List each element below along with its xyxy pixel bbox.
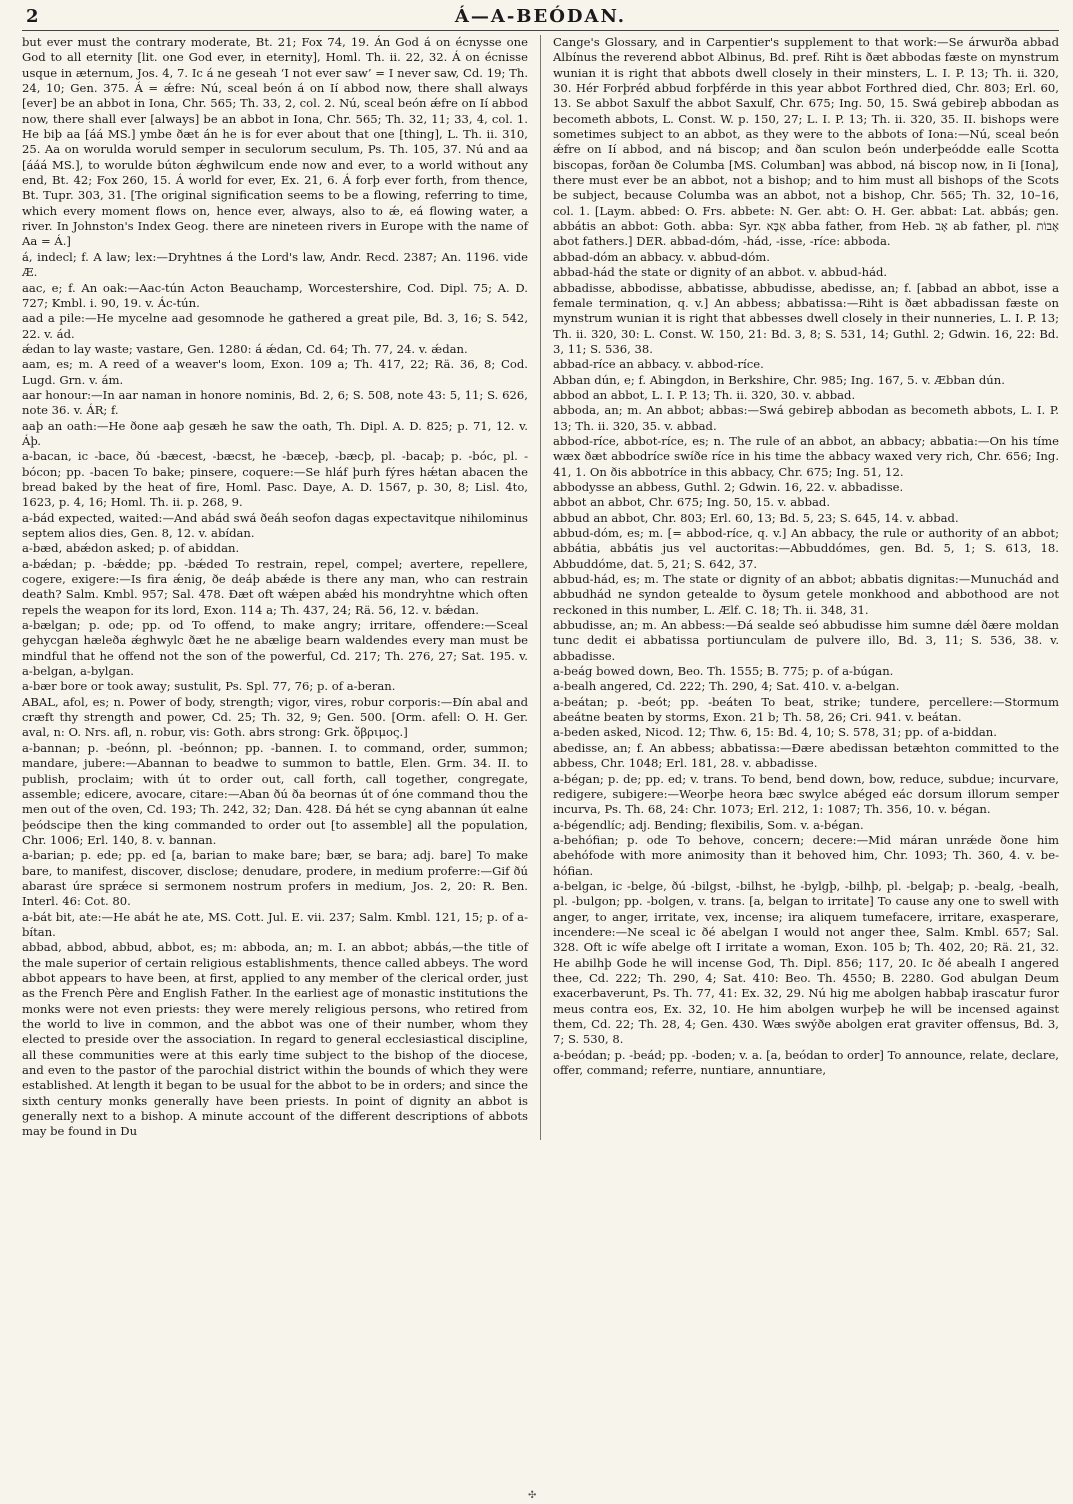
dictionary-entry: aam, es; m. A reed of a weaver's loom, Exon. 109 a; Th. 417, 22; Rä. 36, 8; Cod. Lugd. Grn. v. ám. — [22, 357, 528, 387]
dictionary-entry: abbad-ríce an abbacy. v. abbod-ríce. — [553, 357, 764, 372]
dictionary-entry: abbad-dóm an abbacy. v. abbud-dóm. — [553, 249, 770, 264]
dictionary-entry: a-bannan; p. -beónn, pl. -beónnon; pp. -bannen. I. to command, order, summon; mandare, jubere:—Abannan to beadwe to summon to battle, Elen. Grm. 34. II. to publish, proclaim; with út to order out, call forth, call together, congregate, assemble; edicere, avocare, citare:—Aban ðú ða beornas út of óne command thou the men out of the oven, Cd. 193; Th. 242, 32; Dan. 428. Ðá hét se cyng abannan út ealne þeódscipe then the king commanded to order out [to assemble] all the population, Chr. 1006; Erl. 140, 8. v. bannan. — [22, 740, 528, 847]
dictionary-entry: abbudisse, an; m. An abbess:—Ðá sealde seó abbudisse him sumne dǽl ðære moldan tunc dedit ei abbatissa portiunculam de pulvere illo, Bd. 3, 11; S. 536, 38. v. abbadisse. — [553, 618, 1059, 663]
columns — [22, 35, 1059, 1140]
dictionary-entry: abbad, abbod, abbud, abbot, es; m: abboda, an; m. I. an abbot; abbás,—the title of the male superior of certain religious establishments, thence called abbeys. The word abbot appears to have been, at first, applied to any member of the clerical order, just as the French Père and English Father. In the earliest age of monastic institutions the monks were not even priests: they were merely religious persons, who retired from the world to live in common, and the abbot was one of their number, whom they elected to preside over the association. In regard to general ecclesiastical discipline, all these communities were at this early time subject to the bishop of the diocese, and even to the pastor of the parochial district within the bounds of which they were established. At length it began to be usual for the abbot to be in orders; and since the sixth century monks generally have been priests. In point of dignity an abbot is generally next to a bishop. A minute account of the different descriptions of abbots may be found in Du — [22, 940, 528, 1139]
dictionary-entry: abbadisse, abbodisse, abbatisse, abbudisse, abedisse, an; f. [abbad an abbot, isse a female termination, q. v.] An abbess; abbatissa:—Riht is ðæt abbadissan fæste on mynstrum wunian it is right that abbesses dwell closely in their nunneries, L. I. P. 13; Th. ii. 320, 30: L. Const. W. 150, 21: Bd. 3, 8; S. 531, 14; Guthl. 2; Gdwin. 16, 22: Bd. 3, 11; S. 536, 38. — [553, 280, 1059, 356]
dictionary-entry: Abban dún, e; f. Abingdon, in Berkshire, Chr. 985; Ing. 167, 5. v. Æbban dún. — [553, 372, 1005, 387]
dictionary-entry: a-behófian; p. ode To behove, concern; decere:—Mid máran unrǽde ðone him abehófode with more animosity than it behoved him, Chr. 1093; Th. 360, 4. v. be-hófian. — [553, 832, 1059, 878]
dictionary-entry: a-beág bowed down, Beo. Th. 1555; B. 775; p. of a-búgan. — [553, 664, 894, 679]
dictionary-entry: a-barian; p. ede; pp. ed [a, barian to make bare; bær, se bara; adj. bare] To make bare, to manifest, discover, disclose; denudare, prodere, in medium proferre:—Gif ðú abarast úre sprǽce si sermonem nostrum profers in medium, Jos. 2, 20: R. Ben. Interl. 46: Cot. 80. — [22, 848, 528, 909]
dictionary-entry: but ever must the contrary moderate, Bt. 21; Fox 74, 19. Án God á on écnysse one God to all eternity [lit. one God ever, in eternity], Homl. Th. ii. 22, 32. Á on écnisse usque in æternum, Jos. 4, 7. Ic á ne geseah ‘I not ever saw’ = I never saw, Cd. 19; Th. 24, 10; Gen. 375. Á = ǽfre: Nú, sceal beón á on Ií abbod now, there shall always [ever] be an abbot in Iona, Chr. 565; Th. 33, 2, col. 2. Nú, sceal beón ǽfre on Ií abbod now, there shall ever [always] be an abbot in Iona, Chr. 565; Th. 32, 11; 33, 4, col. 1. He biþ aa [áá MS.] ymbe ðæt án he is for ever about that one [thing], L. Th. ii. 310, 25. Aa on worulda woruld semper in seculorum seculum, Ps. Th. 105, 37. Nú and aa [ááá MS.], to worulde búton ǽghwilcum ende now and ever, to a world without any end, Bt. 42; Fox 260, 15. Á world for ever, Ex. 21, 6. Á forþ ever forth, from thence, Bt. Tupr. 303, 31. [The original signification seems to be a flowing, referring to time, which every moment flows on, hence ever, always, also to ǽ, eá flowing water, a river. In Johnston's Index Geog. there are nineteen rivers in Europe with the name of Aa = Á.] — [22, 35, 528, 249]
dictionary-entry: abbad-hád the state or dignity of an abbot. v. abbud-hád. — [553, 265, 888, 280]
dictionary-entry: abbud-hád, es; m. The state or dignity of an abbot; abbatis dignitas:—Munuchád and abbudhád ne syndon getealde to ðysum getele monkhood and abbothood are not reckoned in this number, L. Ælf. C. 18; Th. ii. 348, 31. — [553, 572, 1059, 617]
dictionary-entry: ǽdan to lay waste; vastare, Gen. 1280: á ǽdan, Cd. 64; Th. 77, 24. v. ǽdan. — [22, 341, 468, 356]
page-header — [22, 4, 1059, 31]
dictionary-entry: a-beden asked, Nicod. 12; Thw. 6, 15: Bd. 4, 10; S. 578, 31; pp. of a-biddan. — [553, 725, 997, 740]
dictionary-entry: a-beódan; p. -beád; pp. -boden; v. a. [a, beódan to order] To announce, relate, declare, offer, command; referre, nuntiare, annuntiare, — [553, 1047, 1059, 1078]
dictionary-entry: abbud-dóm, es; m. [= abbod-ríce, q. v.] An abbacy, the rule or authority of an abbot; abbátia, abbátis jus vel auctoritas:—Abbuddómes, gen. Bd. 5, 1; S. 613, 18. Abbuddóme, dat. 5, 21; S. 642, 37. — [553, 526, 1059, 571]
page-number: 2 — [26, 6, 39, 27]
dictionary-entry: ABAL, afol, es; n. Power of body, strength; vigor, vires, robur corporis:—Ðín abal and cræft thy strength and power, Cd. 25; Th. 32, 9; Gen. 500. [Orm. afell: O. H. Ger. aval, n: O. Nrs. afl, n. robur, vis: Goth. abrs strong: Grk. ὄβριμος.] — [22, 694, 528, 740]
dictionary-entry: abbod an abbot, L. I. P. 13; Th. ii. 320, 30. v. abbad. — [553, 387, 856, 402]
dictionary-entry: a-bær bore or took away; sustulit, Ps. Spl. 77, 76; p. of a-beran. — [22, 679, 396, 694]
ornament-icon: ✣ — [528, 1490, 537, 1501]
dictionary-entry: abbodysse an abbess, Guthl. 2; Gdwin. 16, 22. v. abbadisse. — [553, 479, 904, 494]
dictionary-entry: abedisse, an; f. An abbess; abbatissa:—Ðære abedissan betæhton committed to the abbess, Chr. 1048; Erl. 181, 28. v. abbadisse. — [553, 740, 1059, 771]
column-divider — [540, 35, 541, 1140]
dictionary-entry: a-bégendlíc; adj. Bending; flexibilis, Som. v. a-bégan. — [553, 817, 864, 832]
dictionary-entry: a-belgan, ic -belge, ðú -bilgst, -bilhst, he -bylgþ, -bilhþ, pl. -belgaþ; p. -bealg, -bealh, pl. -bulgon; pp. -bolgen, v. trans. [a, belgan to irritate] To cause any one to swell with anger, to anger, irritate, vex, incense; ira aliquem tumefacere, irritare, exasperare, incendere:—Ne sceal ic ðé abelgan I would not anger thee, Salm. Kmbl. 657; Sal. 328. Oft ic wífe abelge oft I irritate a woman, Exon. 105 b; Th. 402, 20; Rä. 21, 32. He abilhþ Gode he will incense God, Th. Dipl. 856; 117, 20. Ic ðé abealh I angered thee, Cd. 222; Th. 290, 4; Sat. 410: Beo. Th. 4550; B. 2280. God abulgan Deum exacerbaverunt, Ps. Th. 77, 41: Ex. 32, 29. Nú hig me abolgen habbaþ irascatur furor meus contra eos, Ex. 32, 10. He him abolgen wurþeþ he will be incensed against them, Cd. 22; Th. 28, 4; Gen. 430. Wæs swýðe abolgen erat graviter offensus, Bd. 3, 7; S. 530, 8. — [553, 878, 1059, 1047]
right-column — [553, 35, 1059, 1140]
dictionary-entry: abbod-ríce, abbot-ríce, es; n. The rule of an abbot, an abbacy; abbatia:—On his tíme wæx ðæt abbodríce swíðe ríce in his time the abbacy waxed very rich, Chr. 656; Ing. 41, 1. On ðis abbotríce in this abbacy, Chr. 675; Ing. 51, 12. — [553, 433, 1059, 479]
dictionary-entry: a-bælgan; p. ode; pp. od To offend, to make angry; irritare, offendere:—Sceal gehycgan hæleða ǽghwylc ðæt he ne abælige bearn waldendes every man must be mindful that he offend not the son of the powerful, Cd. 217; Th. 276, 27; Sat. 195. v. a-belgan, a-bylgan. — [22, 618, 528, 679]
dictionary-entry: a-bæd, abǽdon asked; p. of abiddan. — [22, 541, 240, 556]
dictionary-entry: a-beátan; p. -beót; pp. -beáten To beat, strike; tundere, percellere:—Stormum abeátne beaten by storms, Exon. 21 b; Th. 58, 26; Cri. 941. v. beátan. — [553, 694, 1059, 725]
dictionary-page — [0, 4, 1073, 1504]
dictionary-entry: a-bealh angered, Cd. 222; Th. 290, 4; Sat. 410. v. a-belgan. — [553, 679, 900, 694]
dictionary-entry: Cange's Glossary, and in Carpentier's supplement to that work:—Se árwurða abbad Albínus the reverend abbot Albinus, Bd. pref. Riht is ðæt abbodas fæste on mynstrum wunian it is right that abbots dwell closely in their minsters, L. I. P. 13; Th. ii. 320, 30. Hér Forþréd abbud forþférde in this year abbot Forthred died, Chr. 803; Erl. 60, 13. Se abbot Saxulf the abbot Saxulf, Chr. 675; Ing. 50, 15. Swá gebireþ abbodan as becometh abbots, L. Const. W. p. 150, 27; L. I. P. 13; Th. ii. 320, 35. II. bishops were sometimes subject to an abbot, as they were to the abbots of Iona:—Nú, sceal beón ǽfre on Ií abbod, and ná biscop; and ðan sculon beón underþeódde ealle Scotta biscopas, forðan ðe Columba [MS. Columban] was abbod, ná biscop now, in Ii [Iona], there must ever be an abbot, not a bishop; and to him must all bishops of the Scots be subject, because Columba was an abbot, not a bishop, Chr. 565; Th. 32, 10–16, col. 1. [Laym. abbed: O. Frs. abbete: N. Ger. abt: O. H. Ger. abbat: Lat. abbás; gen. abbátis an abbot: Goth. abba: Syr. אַבָּא abba father, from Heb. אָב ab father, pl. אָבוֹת abot fathers.] DER. abbad-dóm, -hád, -isse, -ríce: abboda. — [553, 35, 1059, 249]
dictionary-entry: aad a pile:—He mycelne aad gesomnode he gathered a great pile, Bd. 3, 16; S. 542, 22. v. ád. — [22, 311, 528, 341]
dictionary-entry: abbot an abbot, Chr. 675; Ing. 50, 15. v. abbad. — [553, 495, 831, 510]
dictionary-entry: aar honour:—In aar naman in honore nominis, Bd. 2, 6; S. 508, note 43: 5, 11; S. 626, note 36. v. ÁR; f. — [22, 387, 528, 418]
running-head: Á—A-BEÓDAN. — [454, 6, 627, 27]
dictionary-entry: a-bǽdan; p. -bǽdde; pp. -bǽded To restrain, repel, compel; avertere, repellere, cogere, exigere:—Is fira ǽnig, ðe deáþ abǽde is there any man, who can restrain death? Salm. Kmbl. 957; Sal. 478. Ðæt oft wǽpen abǽd his mondryhtne which often repels the weapon for its lord, Exon. 114 a; Th. 437, 24; Rä. 56, 12. v. bǽdan. — [22, 556, 528, 617]
dictionary-entry: a-bát bit, ate:—He abát he ate, MS. Cott. Jul. E. vii. 237; Salm. Kmbl. 121, 15; p. of a-bítan. — [22, 909, 528, 939]
dictionary-entry: abbud an abbot, Chr. 803; Erl. 60, 13; Bd. 5, 23; S. 645, 14. v. abbad. — [553, 510, 959, 525]
dictionary-entry: á, indecl; f. A law; lex:—Dryhtnes á the Lord's law, Andr. Recd. 2387; An. 1196. vide Æ. — [22, 249, 528, 280]
dictionary-entry: abboda, an; m. An abbot; abbas:—Swá gebireþ abbodan as becometh abbots, L. I. P. 13; Th. ii. 320, 35. v. abbad. — [553, 403, 1059, 433]
dictionary-entry: aac, e; f. An oak:—Aac-tún Acton Beauchamp, Worcestershire, Cod. Dipl. 75; A. D. 727; Kmbl. i. 90, 19. v. Ác-tún. — [22, 280, 528, 310]
dictionary-entry: aaþ an oath:—He ðone aaþ gesæh he saw the oath, Th. Dipl. A. D. 825; p. 71, 12. v. Áþ. — [22, 418, 528, 448]
left-column — [22, 35, 528, 1140]
dictionary-entry: a-bacan, ic -bace, ðú -bæcest, -bæcst, he -bæceþ, -bæcþ, pl. -bacaþ; p. -bóc, pl. -bócon; pp. -bacen To bake; pinsere, coquere:—Se hláf þurh fýres hǽtan abacen the bread baked by the heat of fire, Homl. Pasc. Daye, A. D. 1567, p. 30, 8; Lisl. 4to, 1623, p. 4, 16; Homl. Th. ii. p. 268, 9. — [22, 449, 528, 510]
dictionary-entry: a-bád expected, waited:—And abád swá ðeáh seofon dagas expectavitque nihilominus septem alios dies, Gen. 8, 12. v. abídan. — [22, 510, 528, 540]
dictionary-entry: a-bégan; p. de; pp. ed; v. trans. To bend, bend down, bow, reduce, subdue; incurvare, redigere, subigere:—Weorþe heora bæc swylce abéged eác dorsum illorum semper incurva, Ps. Th. 68, 24: Chr. 1073; Erl. 212, 1: 1087; Th. 356, 10. v. bégan. — [553, 771, 1059, 817]
